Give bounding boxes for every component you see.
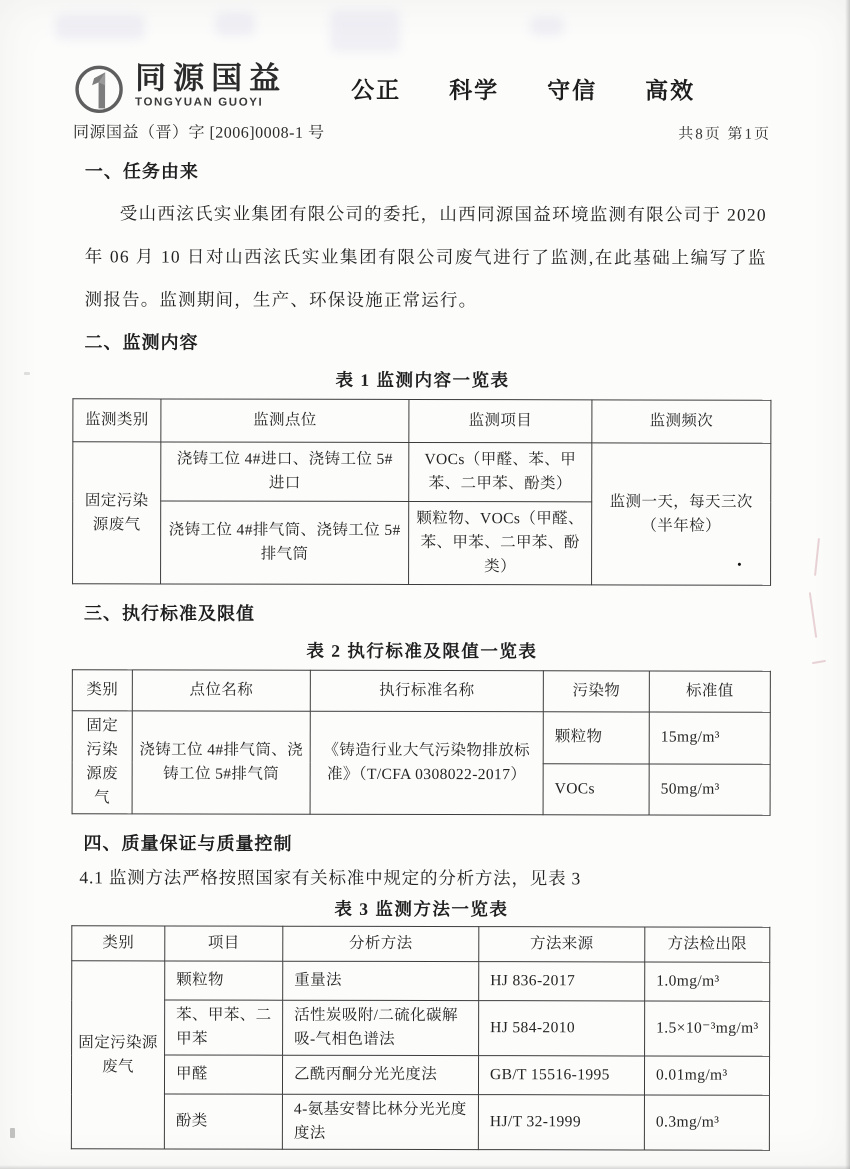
cell-method: 乙酰丙酮分光光度法	[282, 1055, 478, 1094]
letterhead	[73, 61, 773, 116]
table-row	[71, 1055, 769, 1095]
section-4-1-text: 4.1 监测方法严格按照国家有关标准中规定的分析方法，见表 3	[79, 867, 582, 889]
brand-name: 同源国益	[135, 60, 288, 96]
slogan-word: 高效	[645, 77, 696, 104]
cell-standard-name: 《铸造行业大气污染物排放标准》（T/CFA 0308022-2017）	[310, 711, 543, 814]
column-header: 方法来源	[479, 927, 645, 962]
section-3-heading: 三、执行标准及限值	[83, 603, 256, 624]
cell-pollutant: VOCs	[543, 763, 649, 815]
scan-speck	[24, 372, 30, 375]
column-header: 点位名称	[132, 670, 310, 711]
document-number: 同源国益（晋）字 [2006]0008-1 号	[72, 124, 325, 142]
cell-monitor-items: VOCs（甲醛、苯、甲苯、二甲苯、酚类）	[409, 442, 592, 501]
table-monitoring-methods	[71, 925, 770, 1150]
cell-method: 活性炭吸附/二硫化碳解吸-气相色谱法	[283, 1000, 479, 1055]
cell-category: 固定污染源废气	[73, 442, 161, 584]
scan-speck	[10, 1128, 15, 1138]
ink-bleed-mark	[812, 660, 826, 664]
scan-edge	[0, 1165, 850, 1169]
cell-source: HJ 836-2017	[479, 962, 645, 1001]
page-counter: 共8页 第1页	[678, 126, 772, 143]
table-row	[72, 961, 770, 1001]
cell-method: 重量法	[283, 961, 479, 1000]
table-header-row	[72, 670, 770, 712]
column-header: 污染物	[543, 671, 649, 712]
cell-source: HJ/T 32-1999	[478, 1095, 644, 1150]
scan-smudge	[330, 10, 400, 52]
table-header-row	[73, 399, 771, 443]
cell-detection-limit: 0.01mg/m³	[644, 1056, 769, 1095]
document-meta-row	[73, 119, 773, 143]
column-header: 类别	[72, 926, 165, 961]
stray-ink-dot: •	[737, 556, 743, 572]
cell-limit-value: 50mg/m³	[649, 763, 770, 815]
cell-detection-limit: 1.0mg/m³	[645, 962, 770, 1001]
table-header-row	[72, 926, 770, 962]
cell-item: 甲醛	[164, 1055, 282, 1094]
cell-limit-value: 15mg/m³	[649, 712, 770, 764]
cell-item: 颗粒物	[165, 961, 283, 1000]
cell-item: 苯、甲苯、二甲苯	[165, 1000, 283, 1055]
cell-frequency	[592, 443, 771, 585]
section-4-heading: 四、质量保证与质量控制	[83, 833, 293, 854]
table-3-title: 表 3 监测方法一览表	[334, 898, 509, 920]
frequency-text: 监测一天，每天三次（半年检）	[609, 492, 753, 535]
cell-source: HJ 584-2010	[479, 1001, 645, 1056]
table-row	[73, 442, 771, 502]
table-row	[72, 711, 770, 764]
scan-smudge	[215, 12, 255, 36]
table-monitoring-content	[72, 398, 771, 585]
slogan-word: 科学	[449, 77, 500, 104]
column-header: 监测点位	[161, 399, 409, 443]
slogan-word: 公正	[351, 76, 402, 103]
cell-detection-limit: 1.5×10⁻³mg/m³	[645, 1001, 770, 1056]
table-standards-limits	[72, 669, 771, 815]
cell-category: 固定污染源废气	[72, 711, 132, 814]
slogan-word: 守信	[547, 77, 598, 104]
column-header: 监测频次	[592, 400, 771, 443]
table-1-title: 表 1 监测内容一览表	[335, 369, 510, 391]
table-2-title: 表 2 执行标准及限值一览表	[306, 640, 538, 662]
table-row	[71, 1094, 769, 1150]
section-1-paragraph: 受山西泫氏实业集团有限公司的委托，山西同源国益环境监测有限公司于 2020 年 06 月 10 日对山西泫氏实业集团有限公司废气进行了监测,在此基础上编写了监测报告。监测期间，生产、环保设施正常运行。	[84, 203, 767, 311]
cell-detection-limit: 0.3mg/m³	[644, 1095, 769, 1150]
cell-method: 4-氨基安替比林分光光度度法	[282, 1094, 478, 1149]
slogan	[351, 72, 695, 106]
column-header: 方法检出限	[645, 927, 770, 962]
cell-monitor-items: 颗粒物、VOCs（甲醛、苯、甲苯、二甲苯、酚类）	[409, 501, 592, 584]
column-header: 分析方法	[283, 926, 479, 961]
cell-pollutant: 颗粒物	[543, 712, 649, 764]
column-header: 类别	[72, 670, 132, 711]
column-header: 监测类别	[73, 399, 161, 442]
column-header: 项目	[165, 926, 283, 961]
brand-name-latin: TONGYUAN GUOYI	[135, 96, 264, 109]
cell-source: GB/T 15516-1995	[478, 1056, 644, 1095]
cell-monitor-point: 浇铸工位 4#排气筒、浇铸工位 5#排气筒	[161, 501, 409, 585]
company-logo-icon	[73, 63, 125, 115]
ink-bleed-mark	[809, 592, 817, 638]
section-2-heading: 二、监测内容	[84, 332, 199, 353]
scan-smudge	[55, 14, 145, 40]
report-content	[71, 61, 773, 1150]
cell-monitor-point: 浇铸工位 4#进口、浇铸工位 5# 进口	[161, 442, 409, 502]
cell-point-name: 浇铸工位 4#排气筒、浇铸工位 5#排气筒	[132, 711, 310, 814]
column-header: 执行标准名称	[310, 670, 543, 711]
column-header: 标准值	[649, 671, 770, 712]
table-row	[72, 1000, 770, 1056]
column-header: 监测项目	[409, 399, 592, 442]
ink-bleed-mark	[814, 538, 820, 576]
scan-smudge	[530, 16, 564, 36]
cell-category: 固定污染源废气	[71, 961, 164, 1149]
cell-item: 酚类	[164, 1094, 282, 1149]
section-1-heading: 一、任务由来	[84, 161, 199, 182]
scan-edge	[845, 0, 850, 1169]
brand-block	[135, 61, 287, 108]
